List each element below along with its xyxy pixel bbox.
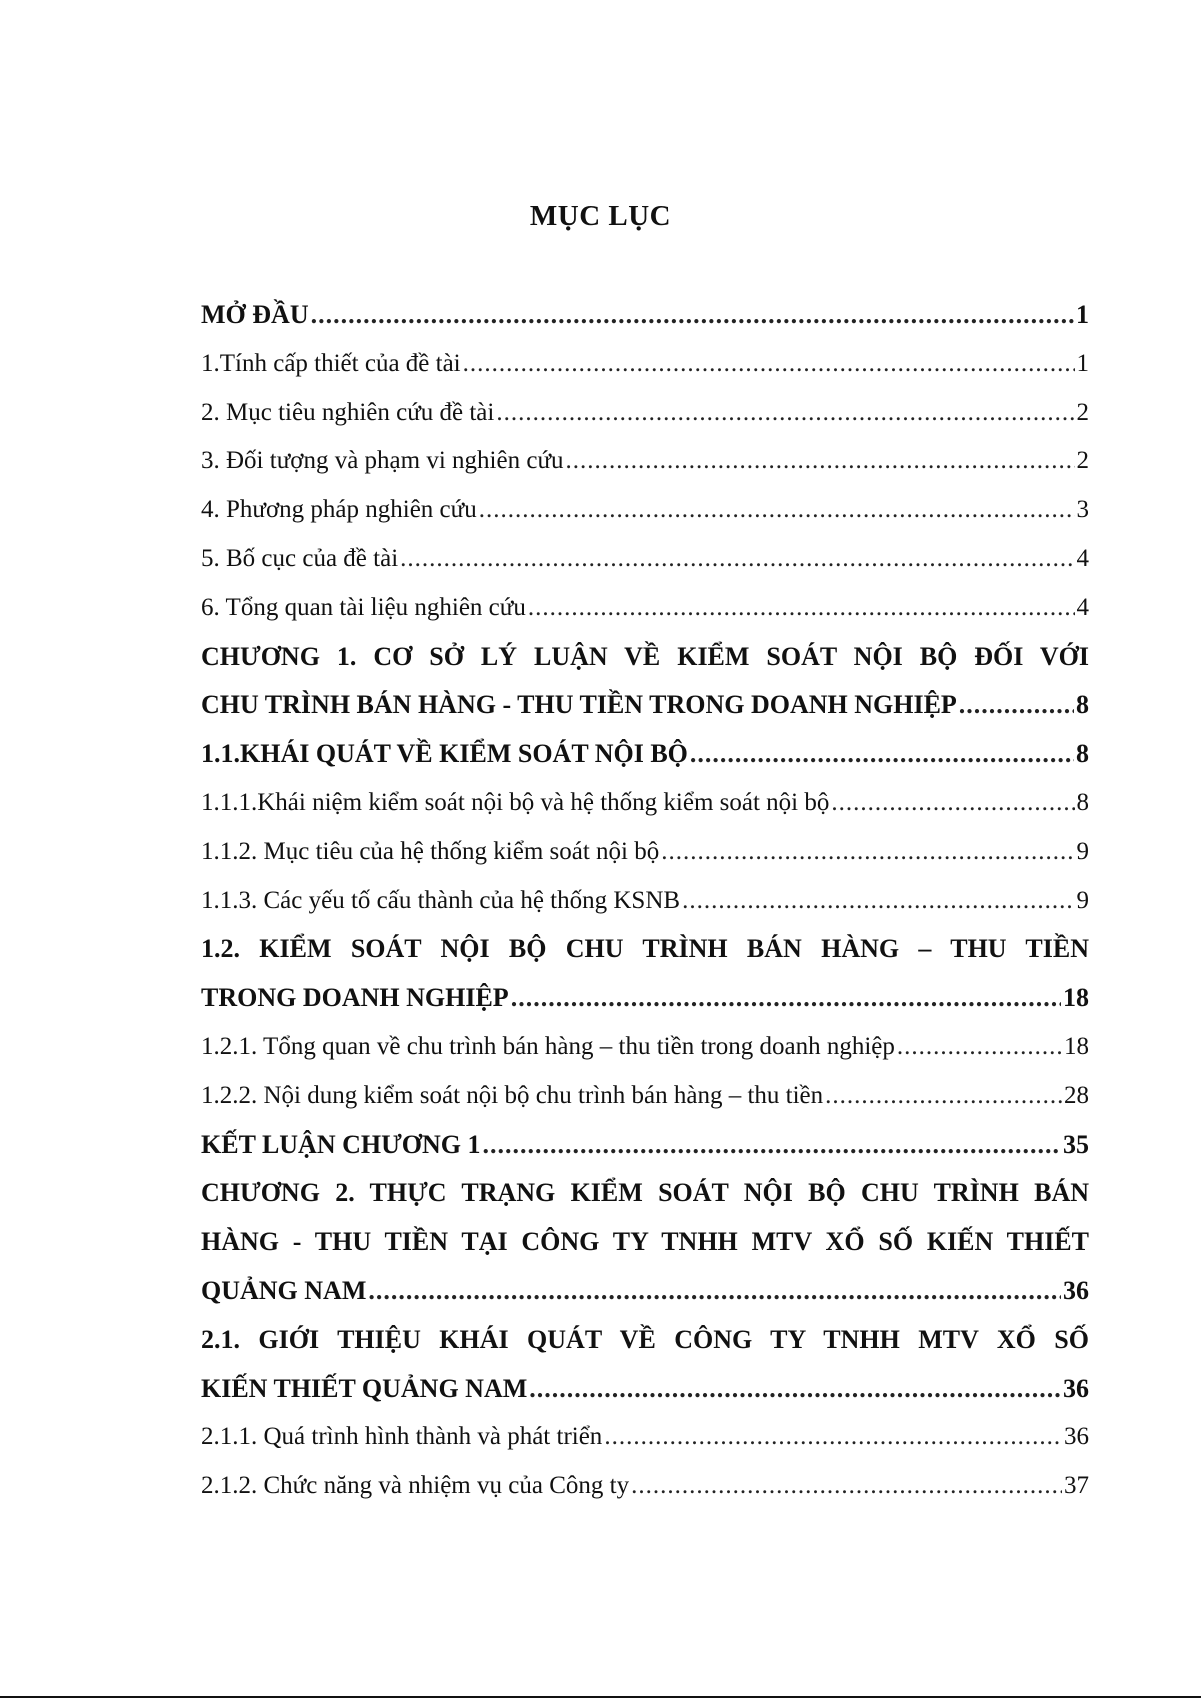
toc-dot-leader	[682, 877, 1074, 926]
toc-entry	[201, 1218, 1089, 1267]
toc-dot-leader	[529, 1365, 1061, 1414]
toc-dot-leader	[496, 389, 1074, 438]
toc-entry	[201, 633, 1089, 682]
toc-entry-label: 1.2. KIỂM SOÁT NỘI BỘ CHU TRÌNH BÁN HÀNG – THU TIỀN	[201, 934, 1089, 964]
toc-entry	[201, 1365, 1089, 1414]
toc-page-number: 9	[1076, 886, 1089, 914]
toc-page-number: 4	[1076, 544, 1089, 572]
toc-entry-label: 2.1. GIỚI THIỆU KHÁI QUÁT VỀ CÔNG TY TNHH MTV XỔ SỐ	[201, 1324, 1089, 1354]
toc-entry-label: 2.1.2. Chức năng và nhiệm vụ của Công ty	[201, 1472, 630, 1500]
toc-dot-leader	[311, 291, 1074, 340]
page-title: MỤC LỤC	[529, 200, 672, 232]
toc-entry-label: 1.1.KHÁI QUÁT VỀ KIỂM SOÁT NỘI BỘ	[201, 739, 688, 769]
toc-entry-label: HÀNG - THU TIỀN TẠI CÔNG TY TNHH MTV XỔ SỐ KIẾN THIẾT	[201, 1227, 1089, 1257]
toc-page-number: 8	[1076, 788, 1089, 816]
toc-entry	[201, 779, 1089, 828]
toc-entry-label: 1.2.1. Tổng quan về chu trình bán hàng – thu tiền trong doanh nghiệp	[201, 1032, 895, 1060]
toc-entry	[201, 730, 1089, 779]
toc-entry-label: 2. Mục tiêu nghiên cứu đề tài	[201, 398, 495, 426]
toc-dot-leader	[831, 779, 1074, 828]
toc-entry-label: CHƯƠNG 1. CƠ SỞ LÝ LUẬN VỀ KIỂM SOÁT NỘI BỘ ĐỐI VỚI	[201, 641, 1089, 671]
toc-page-number: 36	[1064, 1423, 1089, 1451]
toc-dot-leader	[400, 535, 1074, 584]
toc-entry	[201, 535, 1089, 584]
toc-page-number: 36	[1063, 1373, 1089, 1403]
toc-dot-leader	[368, 1267, 1061, 1316]
toc-entry	[201, 1072, 1089, 1121]
toc-entry	[201, 486, 1089, 535]
toc-page-number: 2	[1076, 447, 1089, 475]
toc-entry	[201, 1169, 1089, 1218]
toc-entry-label: 1.Tính cấp thiết của đề tài	[201, 349, 461, 377]
toc-dot-leader	[661, 828, 1074, 877]
toc-dot-leader	[566, 437, 1075, 486]
toc-entry-label: 3. Đối tượng và phạm vi nghiên cứu	[201, 447, 564, 475]
toc-entry	[201, 1121, 1089, 1170]
toc-dot-leader	[483, 1121, 1061, 1170]
toc-entry-label: QUẢNG NAM	[201, 1275, 367, 1305]
toc-entry-label: 5. Bố cục của đề tài	[201, 544, 399, 572]
toc-dot-leader	[479, 486, 1075, 535]
toc-entry-label: 4. Phương pháp nghiên cứu	[201, 496, 477, 524]
toc-dot-leader	[959, 681, 1074, 730]
toc-entry-label: 1.1.3. Các yếu tố cấu thành của hệ thống KSNB	[201, 886, 681, 914]
toc-page-number: 35	[1063, 1129, 1089, 1159]
toc-page-number: 18	[1064, 1032, 1089, 1060]
toc-entry	[201, 1462, 1089, 1511]
toc-entry	[201, 1316, 1089, 1365]
toc-page-number: 2	[1076, 398, 1089, 426]
toc-entry-label: KẾT LUẬN CHƯƠNG 1	[201, 1129, 481, 1159]
toc-dot-leader	[604, 1413, 1062, 1462]
toc-page-number: 28	[1064, 1081, 1089, 1109]
toc-entry	[201, 1267, 1089, 1316]
toc-entry-label: 1.1.2. Mục tiêu của hệ thống kiểm soát nội bộ	[201, 837, 660, 865]
toc-entry	[201, 389, 1089, 438]
toc-page-number: 1	[1076, 349, 1089, 377]
toc-entry	[201, 1023, 1089, 1072]
table-of-contents	[201, 291, 1089, 1511]
toc-page-number: 8	[1076, 739, 1089, 769]
toc-page-number: 37	[1064, 1472, 1089, 1500]
toc-page-number: 8	[1076, 690, 1089, 720]
toc-dot-leader	[825, 1072, 1062, 1121]
toc-entry	[201, 291, 1089, 340]
toc-entry-label: 1.2.2. Nội dung kiểm soát nội bộ chu trình bán hàng – thu tiền	[201, 1081, 824, 1109]
toc-entry-label: KIẾN THIẾT QUẢNG NAM	[201, 1373, 528, 1403]
toc-dot-leader	[897, 1023, 1062, 1072]
toc-page-number: 3	[1076, 496, 1089, 524]
toc-entry	[201, 925, 1089, 974]
toc-page-number: 4	[1076, 593, 1089, 621]
toc-dot-leader	[463, 340, 1075, 389]
toc-entry-label: 1.1.1.Khái niệm kiểm soát nội bộ và hệ thống kiểm soát nội bộ	[201, 788, 830, 816]
toc-entry	[201, 681, 1089, 730]
toc-dot-leader	[631, 1462, 1062, 1511]
toc-dot-leader	[528, 584, 1075, 633]
toc-dot-leader	[511, 974, 1061, 1023]
toc-entry	[201, 974, 1089, 1023]
toc-page-number: 36	[1063, 1275, 1089, 1305]
toc-entry-label: CHU TRÌNH BÁN HÀNG - THU TIỀN TRONG DOANH NGHIỆP	[201, 690, 957, 720]
toc-entry	[201, 828, 1089, 877]
toc-entry-label: MỞ ĐẦU	[201, 300, 309, 329]
toc-page-number: 18	[1063, 983, 1089, 1013]
toc-dot-leader	[690, 730, 1074, 779]
toc-entry	[201, 1413, 1089, 1462]
toc-page-number: 9	[1076, 837, 1089, 865]
toc-entry-label: TRONG DOANH NGHIỆP	[201, 983, 509, 1013]
toc-entry	[201, 437, 1089, 486]
toc-entry-label: 6. Tổng quan tài liệu nghiên cứu	[201, 593, 526, 621]
toc-entry-label: 2.1.1. Quá trình hình thành và phát triển	[201, 1423, 603, 1451]
toc-entry	[201, 584, 1089, 633]
toc-entry-label: CHƯƠNG 2. THỰC TRẠNG KIỂM SOÁT NỘI BỘ CHU TRÌNH BÁN	[201, 1178, 1089, 1208]
toc-entry	[201, 877, 1089, 926]
toc-entry	[201, 340, 1089, 389]
toc-page-number: 1	[1076, 300, 1089, 329]
